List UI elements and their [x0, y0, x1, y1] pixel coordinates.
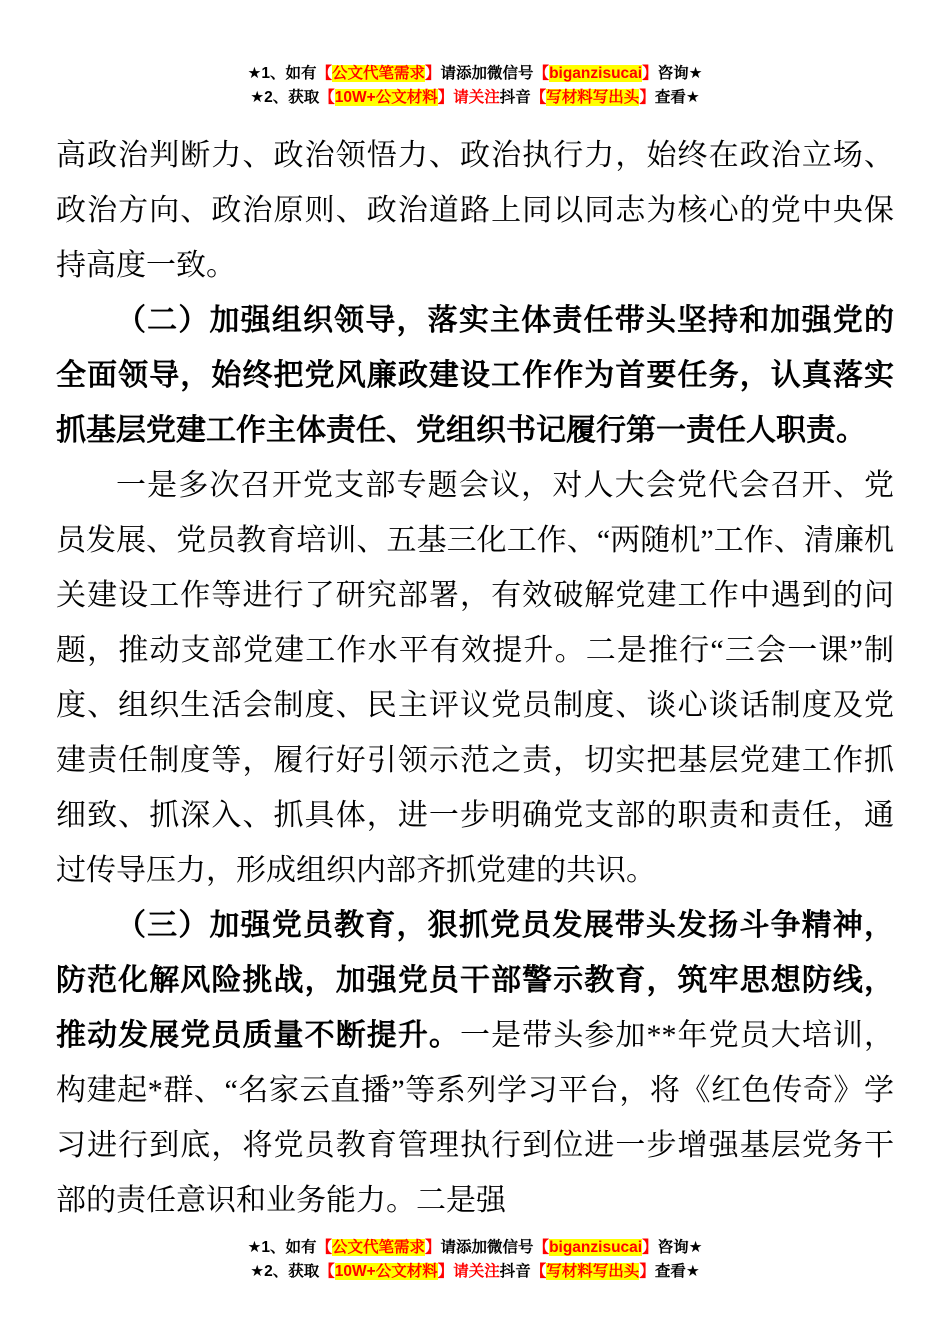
promo-banner-bottom: [0, 1236, 950, 1284]
promo-line1-bracket2-close: 】: [642, 1239, 658, 1256]
document-body: [56, 128, 894, 1228]
promo-line2-highlight-1: 10W+公文材料: [334, 89, 438, 106]
promo-line2-highlight-1: 10W+公文材料: [334, 1263, 438, 1280]
star-left-icon: ★: [250, 89, 265, 106]
promo-line2-bracket1-open: 【: [319, 1263, 335, 1280]
star-right-icon: ★: [685, 89, 700, 106]
promo-line1-bracket1-open: 【: [316, 65, 332, 82]
promo-line2-bracket1-close: 】: [437, 1263, 454, 1280]
promo-line1-mid: 请添加微信号: [440, 65, 534, 82]
promo-line1-bracket2-open: 【: [533, 65, 550, 82]
promo-line1-bracket1-open: 【: [316, 1239, 332, 1256]
promo-banner-top: [56, 0, 894, 110]
promo-line1-bracket2-close: 】: [642, 65, 658, 82]
promo-line1-highlight-2: biganzisucai: [549, 65, 643, 82]
promo-line2-mid-black: 抖音: [499, 1263, 531, 1280]
promo-line1-mid: 请添加微信号: [440, 1239, 534, 1256]
paragraph-section-three-detail: 一是带头参加**年党员大培训，构建起*群、“名家云直播”等系列学习平台，将《红色传奇》学习进行到底，将党员教育管理执行到位进一步增强基层党务干部的责任意识和业务能力。二是强: [56, 1019, 894, 1217]
promo-line2-bracket1-close: 】: [437, 89, 454, 106]
paragraph-section-two: （二）加强组织领导，落实主体责任带头坚持和加强党的全面领导，始终把党风廉政建设工作作为首要任务，认真落实抓基层党建工作主体责任、党组织书记履行第一责任人职责。: [56, 304, 894, 447]
promo-line1-highlight-1: 公文代笔需求: [332, 1239, 426, 1256]
promo-line2-bracket2-open: 【: [530, 89, 547, 106]
paragraph-continuation: 高政治判断力、政治领悟力、政治执行力，始终在政治立场、政治方向、政治原则、政治道路上同以同志为核心的党中央保持高度一致。: [56, 139, 894, 282]
star-left-icon: ★: [247, 1239, 262, 1256]
star-left-icon: ★: [247, 65, 262, 82]
promo-line1-bracket1-close: 】: [425, 1239, 441, 1256]
promo-line2-highlight-2: 写材料写出头: [546, 1263, 640, 1280]
promo-line1-prefix: 1、如有: [261, 1239, 317, 1256]
paragraph-section-three-heading: （三）加强党员教育，狠抓党员发展带头发扬斗争精神，防范化解风险挑战，加强党员干部警示教育，筑牢思想防线，推动发展党员质量不断提升。: [56, 909, 894, 1052]
promo-line-2: [0, 1260, 950, 1284]
star-left-icon: ★: [250, 1263, 265, 1280]
promo-line1-highlight-2: biganzisucai: [549, 1239, 643, 1256]
promo-line2-mid-black: 抖音: [499, 89, 531, 106]
promo-line1-bracket2-open: 【: [533, 1239, 550, 1256]
paragraph-section-two-detail: 一是多次召开党支部专题会议，对人大会党代会召开、党员发展、党员教育培训、五基三化工作、“两随机”工作、清廉机关建设工作等进行了研究部署，有效破解党建工作中遇到的问题，推动支部党建工作水平有效提升。二是推行“三会一课”制度、组织生活会制度、民主评议党员制度、谈心谈话制度及党建责任制度等，履行好引领示范之责，切实把基层党建工作抓细致、抓深入、抓具体，进一步明确党支部的职责和责任，通过传导压力，形成组织内部齐抓党建的共识。: [56, 469, 894, 887]
star-right-icon: ★: [688, 65, 703, 82]
promo-line-2: [56, 86, 894, 110]
paragraph-section-three: [56, 898, 894, 1228]
promo-line-1: [0, 1236, 950, 1260]
promo-line2-prefix: 2、获取: [264, 1263, 320, 1280]
star-right-icon: ★: [688, 1239, 703, 1256]
promo-line2-mid-red: 请关注: [453, 1263, 500, 1280]
promo-line2-bracket2-open: 【: [530, 1263, 547, 1280]
promo-line1-suffix: 咨询: [657, 1239, 689, 1256]
promo-line2-bracket2-close: 】: [639, 1263, 655, 1280]
promo-line1-highlight-1: 公文代笔需求: [332, 65, 426, 82]
promo-line2-highlight-2: 写材料写出头: [546, 89, 640, 106]
promo-line2-prefix: 2、获取: [264, 89, 320, 106]
promo-line-1: [56, 62, 894, 86]
promo-line2-mid-red: 请关注: [453, 89, 500, 106]
promo-line2-suffix: 查看: [654, 1263, 686, 1280]
promo-line1-bracket1-close: 】: [425, 65, 441, 82]
star-right-icon: ★: [685, 1263, 700, 1280]
promo-line2-suffix: 查看: [654, 89, 686, 106]
promo-line1-suffix: 咨询: [657, 65, 689, 82]
promo-line2-bracket2-close: 】: [639, 89, 655, 106]
promo-line1-prefix: 1、如有: [261, 65, 317, 82]
promo-line2-bracket1-open: 【: [319, 89, 335, 106]
